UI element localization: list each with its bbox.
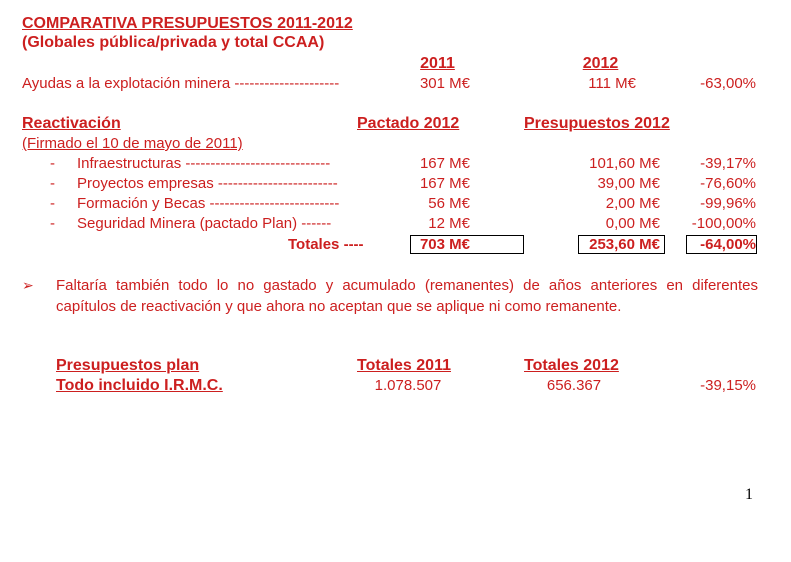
row-label: Infraestructuras ----------------------------- bbox=[77, 155, 331, 172]
totals-label: Totales ---- bbox=[288, 236, 364, 253]
column-header-2011: 2011 bbox=[420, 55, 455, 72]
row-pct: -100,00% bbox=[691, 215, 756, 232]
ayudas-label: Ayudas a la explotación minera --------------------- bbox=[22, 75, 340, 92]
row-presupuestos: 2,00 M€ bbox=[605, 195, 660, 212]
row-label: Seguridad Minera (pactado Plan) ------ bbox=[77, 215, 332, 232]
row-label: Proyectos empresas ------------------------ bbox=[77, 175, 338, 192]
row-dash: - bbox=[50, 155, 55, 172]
ayudas-pct: -63,00% bbox=[700, 75, 756, 92]
arrow-bullet-icon: ➢ bbox=[22, 277, 34, 293]
row-presupuestos: 0,00 M€ bbox=[605, 215, 660, 232]
page-title: COMPARATIVA PRESUPUESTOS 2011-2012 bbox=[22, 15, 353, 32]
note-paragraph: Faltaría también todo lo no gastado y acumulado (remanentes) de años anteriores en diferentes capítulos de reactivación y que ahora no aceptan que se aplique ni como remanente. bbox=[56, 277, 758, 315]
row-pactado: 167 M€ bbox=[419, 175, 470, 192]
row-pactado: 56 M€ bbox=[428, 195, 470, 212]
column-header-totales-2011: Totales 2011 bbox=[357, 357, 451, 374]
plan-2012: 656.367 bbox=[546, 377, 602, 394]
row-dash: - bbox=[50, 175, 55, 192]
row-pct: -39,17% bbox=[700, 155, 756, 172]
column-header-2012: 2012 bbox=[582, 55, 619, 72]
page-number: 1 bbox=[745, 486, 753, 503]
reactivacion-heading: Reactivación bbox=[22, 115, 121, 132]
plan-row-label: Todo incluido I.R.M.C. bbox=[56, 377, 223, 394]
row-label: Formación y Becas -------------------------- bbox=[77, 195, 340, 212]
plan-pct: -39,15% bbox=[700, 377, 756, 394]
row-presupuestos: 39,00 M€ bbox=[597, 175, 660, 192]
row-dash: - bbox=[50, 215, 55, 232]
plan-2011: 1.078.507 bbox=[374, 377, 442, 394]
page-subtitle: (Globales pública/privada y total CCAA) bbox=[22, 34, 325, 51]
row-pct: -99,96% bbox=[700, 195, 756, 212]
ayudas-2012: 111 M€ bbox=[588, 75, 636, 92]
row-dash: - bbox=[50, 195, 55, 212]
column-header-pactado: Pactado 2012 bbox=[357, 115, 460, 132]
totals-pactado: 703 M€ bbox=[419, 236, 470, 253]
plan-heading: Presupuestos plan bbox=[56, 357, 200, 374]
row-presupuestos: 101,60 M€ bbox=[589, 155, 660, 172]
row-pactado: 167 M€ bbox=[419, 155, 470, 172]
row-pct: -76,60% bbox=[700, 175, 756, 192]
totals-pct: -64,00% bbox=[700, 236, 756, 253]
row-pactado: 12 M€ bbox=[428, 215, 470, 232]
column-header-presupuestos: Presupuestos 2012 bbox=[524, 115, 670, 132]
ayudas-2011: 301 M€ bbox=[419, 75, 470, 92]
totals-presupuestos: 253,60 M€ bbox=[589, 236, 660, 253]
column-header-totales-2012: Totales 2012 bbox=[524, 357, 619, 374]
reactivacion-note: (Firmado el 10 de mayo de 2011) bbox=[22, 135, 243, 152]
